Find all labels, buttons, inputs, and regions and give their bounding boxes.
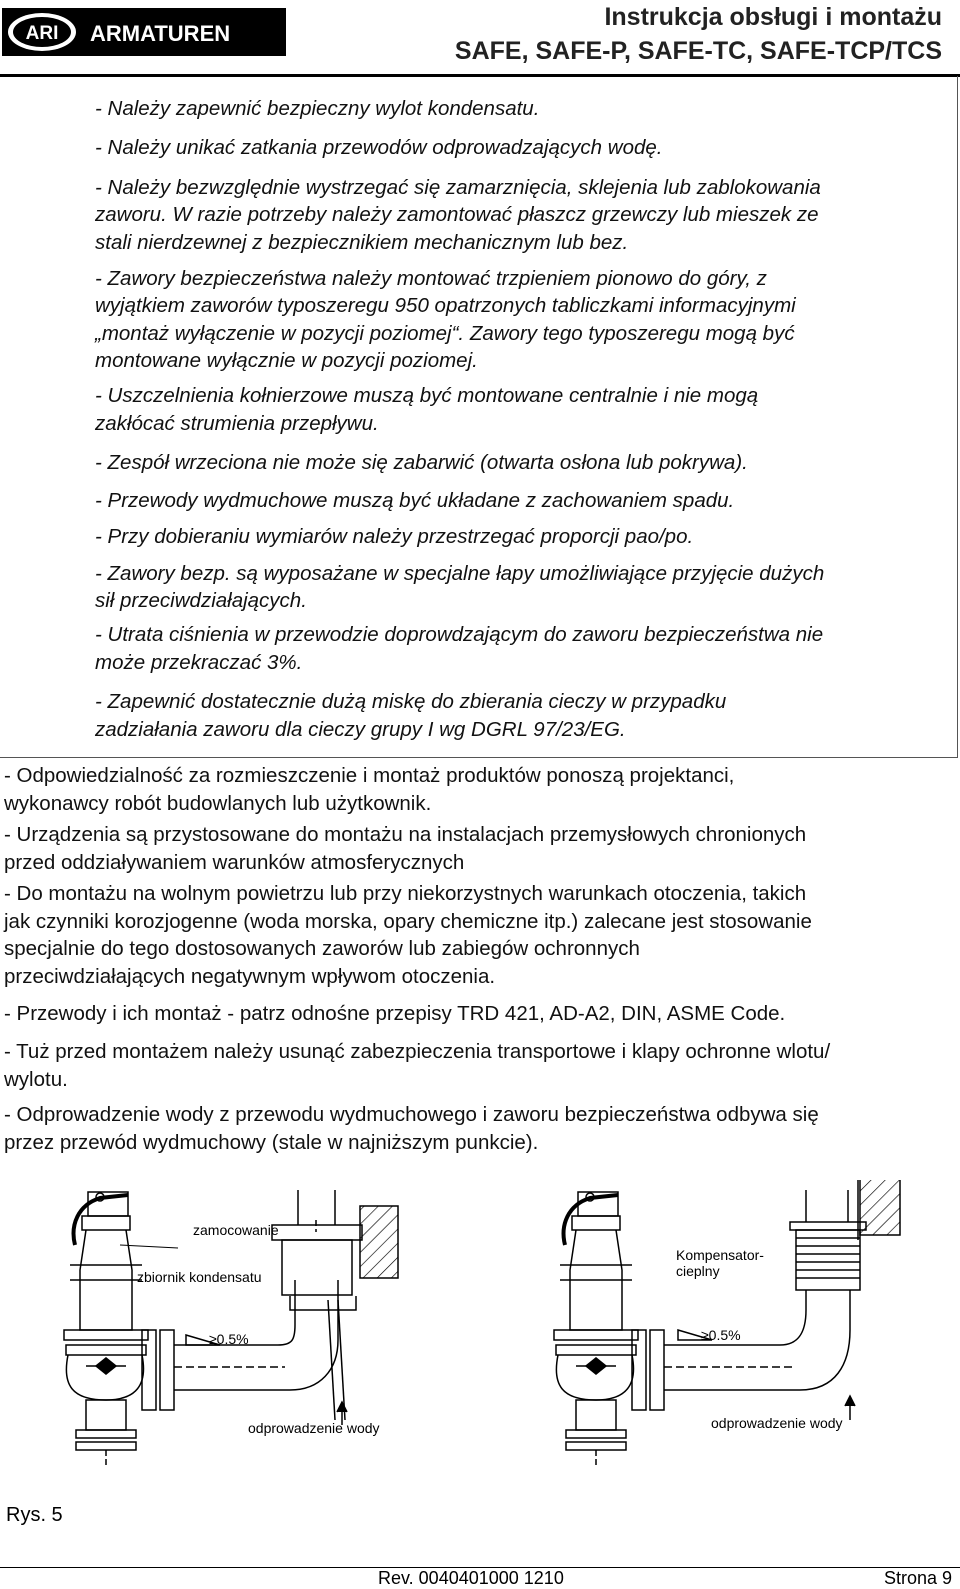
notice-line: - Należy unikać zatkania przewodów odprowadzających wodę. — [95, 136, 663, 159]
body-line: wykonawcy robót budowlanych lub użytkownik. — [4, 792, 432, 815]
figure-caption: Rys. 5 — [6, 1504, 63, 1526]
label-slope-left: ≥0.5% — [209, 1331, 249, 1347]
body-line: - Odpowiedzialność za rozmieszczenie i montaż produktów ponoszą projektanci, — [4, 764, 735, 787]
body-line: - Przewody i ich montaż - patrz odnośne przepisy TRD 421, AD-A2, DIN, ASME Code. — [4, 1002, 786, 1025]
label-mount: zamocowanie — [193, 1222, 279, 1238]
notice-line: - Przewody wydmuchowe muszą być układane z zachowaniem spadu. — [95, 489, 735, 512]
body-line: - Urządzenia są przystosowane do montażu na instalacjach przemysłowych chronionych — [4, 823, 807, 846]
document-title — [455, 0, 942, 68]
footer-revision: Rev. 0040401000 1210 — [378, 1568, 564, 1588]
label-drain-right: odprowadzenie wody — [711, 1415, 843, 1431]
body-line: - Odprowadzenie wody z przewodu wydmuchowego i zaworu bezpieczeństwa odbywa się — [4, 1103, 819, 1126]
notice-line: - Zawory bezpieczeństwa należy montować trzpieniem pionowo do góry, z — [95, 267, 767, 290]
body-line: jak czynniki korozjogenne (woda morska, opary chemiczne itp.) zalecane jest stosowanie — [4, 910, 812, 933]
body-line: przed oddziaływaniem warunków atmosferycznych — [4, 851, 465, 874]
title-line-2: SAFE, SAFE-P, SAFE-TC, SAFE-TCP/TCS — [454, 37, 942, 65]
installation-figure — [0, 1180, 960, 1480]
notice-line: może przekraczać 3%. — [95, 651, 303, 674]
body-line: - Tuż przed montażem należy usunąć zabezpieczenia transportowe i klapy ochronne wlotu/ — [4, 1040, 831, 1063]
notice-line: - Należy bezwzględnie wystrzegać się zamarznięcia, sklejenia lub zablokowania — [95, 176, 821, 199]
notice-line: - Przy dobieraniu wymiarów należy przestrzegać proporcji pao/po. — [95, 525, 694, 548]
notice-line: - Zapewnić dostatecznie dużą miskę do zbierania cieczy w przypadku — [95, 690, 727, 713]
label-slope-right: ≥0.5% — [701, 1327, 741, 1343]
body-line: przeciwdziałających negatywnym wpływom otoczenia. — [4, 965, 496, 988]
notice-line: - Uszczelnienia kołnierzowe muszą być montowane centralnie i nie mogą — [95, 384, 759, 407]
notice-line: sił przeciwdziałających. — [95, 589, 307, 612]
body-line: specjalnie do tego dostosowanych zaworów lub zabiegów ochronnych — [4, 937, 640, 960]
notice-line: - Zespół wrzeciona nie może się zabarwić (otwarta osłona lub pokrywa). — [95, 451, 748, 474]
title-line-1: Instrukcja obsługi i montażu — [604, 3, 942, 31]
label-tank: zbiornik kondensatu — [137, 1269, 262, 1285]
page-header — [0, 0, 960, 78]
label-compensator-1: Kompensator- — [676, 1247, 764, 1263]
notice-line: - Zawory bezp. są wyposażane w specjalne łapy umożliwiające przyjęcie dużych — [95, 562, 825, 585]
svg-text:ARMATUREN: ARMATUREN — [90, 21, 231, 46]
body-line: przez przewód wydmuchowy (stale w najniższym punkcie). — [4, 1131, 539, 1154]
notice-line: - Należy zapewnić bezpieczny wylot kondensatu. — [95, 97, 540, 120]
body-line: wylotu. — [4, 1068, 68, 1091]
notice-line: zakłócać strumienia przepływu. — [95, 412, 379, 435]
body-line: - Do montażu na wolnym powietrzu lub przy niekorzystnych warunkach otoczenia, takich — [4, 882, 807, 905]
footer-page-number: Strona 9 — [883, 1568, 952, 1588]
label-compensator-2: cieplny — [676, 1263, 720, 1279]
notice-line: „montaż wyłączenie w pozycji poziomej“. Zawory tego typoszeregu mogą być — [95, 322, 795, 345]
notice-line: stali nierdzewnej z bezpiecznikiem mechanicznym lub bez. — [95, 231, 629, 254]
ari-armaturen-logo — [2, 8, 286, 56]
notice-line: montowane wyłącznie w pozycji poziomej. — [95, 349, 478, 372]
notice-line: wyjątkiem zaworów typoszeregu 950 opatrzonych tabliczkami informacyjnymi — [95, 294, 796, 317]
label-drain-left: odprowadzenie wody — [248, 1420, 380, 1436]
notice-line: zadziałania zaworu dla cieczy grupy I wg DGRL 97/23/EG. — [95, 718, 626, 741]
notice-line: - Utrata ciśnienia w przewodzie doprowdzającym do zaworu bezpieczeństwa nie — [95, 623, 824, 646]
notice-line: zaworu. W razie potrzeby należy zamontować płaszcz grzewczy lub mieszek ze — [95, 203, 819, 226]
svg-text:ARI: ARI — [25, 23, 59, 44]
